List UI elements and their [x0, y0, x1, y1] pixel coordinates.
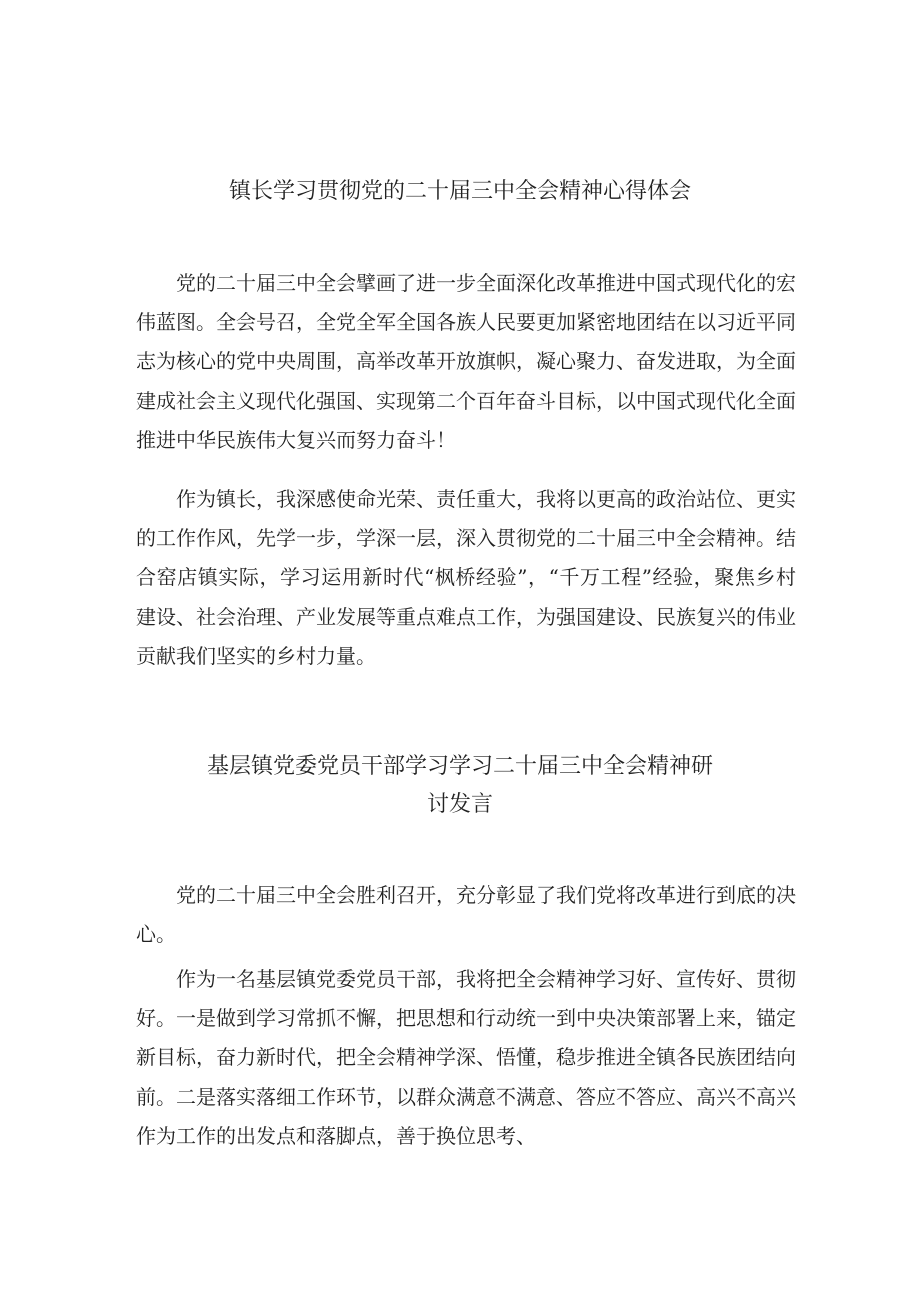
section-2-title-line-1: 基层镇党委党员干部学习学习二十届三中全会精神研 — [206, 754, 713, 779]
section-1-paragraph-2: 作为镇长，我深感使命光荣、责任重大，我将以更高的政治站位、更实的工作作风，先学一步，学深一层，深入贯彻党的二十届三中全会精神。结合窑店镇实际，学习运用新时代“枫桥经验”，“千万工程”经验，聚焦乡村建设、社会治理、产业发展等重点难点工作，为强国建设、民族复兴的伟业贡献我们坚实的乡村力量。 — [136, 487, 796, 668]
section-2-paragraph-1: 党的二十届三中全会胜利召开，充分彰显了我们党将改革进行到底的决心。 — [136, 883, 796, 947]
section-2-title — [110, 748, 810, 824]
section-1-title: 镇长学习贯彻党的二十届三中全会精神心得体会 — [228, 179, 691, 204]
section-2-paragraph-2: 作为一名基层镇党委党员干部，我将把全会精神学习好、宣传好、贯彻好。一是做到学习常抓不懈，把思想和行动统一到中央决策部署上来，锚定新目标，奋力新时代，把全会精神学深、悟懂，稳步推进全镇各民族团结向前。二是落实落细工作环节，以群众满意不满意、答应不答应、高兴不高兴作为工作的出发点和落脚点，善于换位思考、 — [136, 967, 796, 1148]
section-1-paragraph-1: 党的二十届三中全会擘画了进一步全面深化改革推进中国式现代化的宏伟蓝图。全会号召，全党全军全国各族人民要更加紧密地团结在以习近平同志为核心的党中央周围，高举改革开放旗帜，凝心聚力、奋发进取，为全面建成社会主义现代化强国、实现第二个百年奋斗目标，以中国式现代化全面推进中华民族伟大复兴而努力奋斗！ — [136, 271, 796, 452]
section-2-title-line-2: 讨发言 — [426, 792, 493, 817]
